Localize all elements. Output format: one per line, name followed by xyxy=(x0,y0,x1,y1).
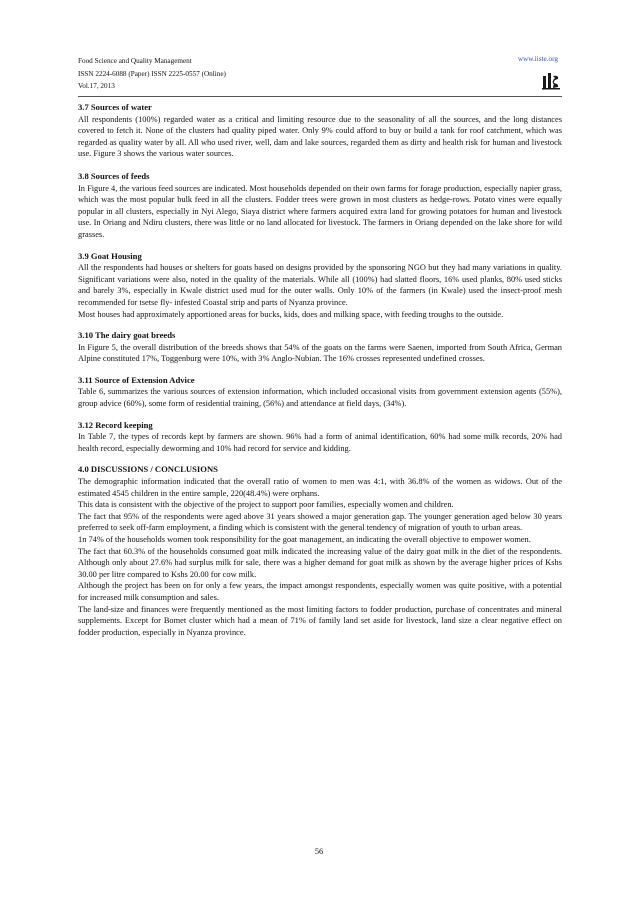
section-goat-housing xyxy=(78,251,562,321)
section-heading: 3.9 Goat Housing xyxy=(78,250,142,261)
paragraph: All respondents (100%) regarded water as a critical and limiting resource due to the seasonality of all the sources, and the long distances covered to fetch it. None of the clusters had quality piped water. Only 9% could afford to buy or build a tank for roof catchment, which was regarded as quality water by all. All who used river, well, dam and lake sources, regarded them as dirty and health risk for human and livestock use. Figure 3 shows the various water sources. xyxy=(78,114,562,159)
page-number: 56 xyxy=(314,847,324,856)
paragraph: This data is consistent with the objective of the project to support poor families, especially women and children. xyxy=(78,500,454,510)
section-record-keeping xyxy=(78,420,562,455)
section-sources-of-water xyxy=(78,102,562,160)
paragraph: The demographic information indicated that the overall ratio of women to men was 4:1, with 36.8% of the women as widows. Out of the estimated 4545 children in the entire sample, 220(48.4%) were orphans. xyxy=(78,477,562,498)
paragraph: 1n 74% of the households women took responsibility for the goat management, an indicating the overall objective to empower women. xyxy=(78,535,531,544)
iiste-logo-icon xyxy=(540,70,562,90)
article-body xyxy=(78,102,562,648)
section-dairy-goat-breeds xyxy=(78,330,562,365)
paragraph: In Table 7, the types of records kept by farmers are shown. 96% had a form of animal identification, 60% had some milk records, 20% had health record, especially deworming and 10% had record for service and kidding. xyxy=(78,432,562,453)
journal-url[interactable]: www.iiste.org xyxy=(517,55,558,63)
section-heading: 4.0 DISCUSSIONS / CONCLUSIONS xyxy=(78,464,218,475)
section-heading: 3.8 Sources of feeds xyxy=(78,170,150,181)
issn-line: ISSN 2224-6088 (Paper) ISSN 2225-0557 (Online) xyxy=(78,69,226,78)
paragraph: The fact that 95% of the respondents were aged above 31 years showed a major generation gap. The younger generation aged below 30 years preferred to seek off-farm employment, a finding which is consistent with the general tendency of migration of youth to urban areas. xyxy=(78,511,562,533)
paragraph: The land-size and finances were frequently mentioned as the most limiting factors to fodder production, purchase of concentrates and mineral supplements. Except for Bomet cluster which had a mean of 71% of family land set aside for livestock, land size a clear negative effect on fodder production, especially in Nyanza province. xyxy=(78,604,562,637)
section-heading: 3.12 Record keeping xyxy=(78,419,153,430)
section-extension-advice xyxy=(78,375,562,410)
page-header xyxy=(78,55,562,95)
paragraph: Most houses had approximately apportioned areas for bucks, kids, does and milking space, with feeding troughs to the outside. xyxy=(78,309,504,319)
paragraph: Although the project has been on for only a few years, the impact amongst respondents, especially women was quite positive, with a potential for increased milk consumption and sales. xyxy=(78,581,562,602)
section-heading: 3.11 Source of Extension Advice xyxy=(78,374,195,385)
paragraph: In Figure 4, the various feed sources are indicated. Most households depended on their own farms for forage production, especially napier grass, which was the most popular bulk feed in all the clusters. Fodder trees were grown in most clusters as hedge-rows. Potato vines were equally popular in all clusters, especially in Nyi Alego, Siaya district where farmers acquired extra land for growing potatoes for human and livestock use. In Oriang and Ndiru clusters, there was little or no land allocated for livestock. The farmers in Oriang depended on the lake shore for wild grasses. xyxy=(78,183,562,239)
paragraph: All the respondents had houses or shelters for goats based on designs provided by the sponsoring NGO but they had many variations in quality. Significant variations were also, noted in the quality of the materials. While all (100%) had slatted floors, 16% used planks, 80% used sticks and barely 3%, especially in Kwale district used mud for the outer walls. Only 10% of the farmers (in Kwale) used the insect-proof mesh recommended for tsetse fly- infested Coastal strip and parts of Nyanza province. xyxy=(78,263,562,307)
journal-name: Food Science and Quality Management xyxy=(78,57,192,65)
paragraph: The fact that 60.3% of the households consumed goat milk indicated the increasing value of the dairy goat milk in the diet of the respondents. Although only about 27.6% had surplus milk for sale, there was a higher demand for goat milk as shown by the average higher prices of Kshs 30.00 per litre compared to Kshs 20.00 for cow milk. xyxy=(78,546,562,579)
header-rule xyxy=(78,96,562,97)
section-heading: 3.7 Sources of water xyxy=(78,102,152,112)
section-heading: 3.10 The dairy goat breeds xyxy=(78,330,176,341)
paragraph: Table 6, summarizes the various sources of extension information, which included occasional visits from government extension agents (55%), group advice (60%), some form of residential training, (56%) and attendance at field days, (34%). xyxy=(78,387,562,409)
volume-line: Vol.17, 2013 xyxy=(78,82,115,90)
section-sources-of-feeds xyxy=(78,171,562,241)
section-discussions-conclusions xyxy=(78,464,562,638)
paragraph: In Figure 5, the overall distribution of the breeds shows that 54% of the goats on the farms were Saenen, imported from South Africa, German Alpine constituted 17%, Toggenburg were 10%, with 3% Anglo-Nubian. The 16% crosses represented undefined crosses. xyxy=(78,342,562,364)
